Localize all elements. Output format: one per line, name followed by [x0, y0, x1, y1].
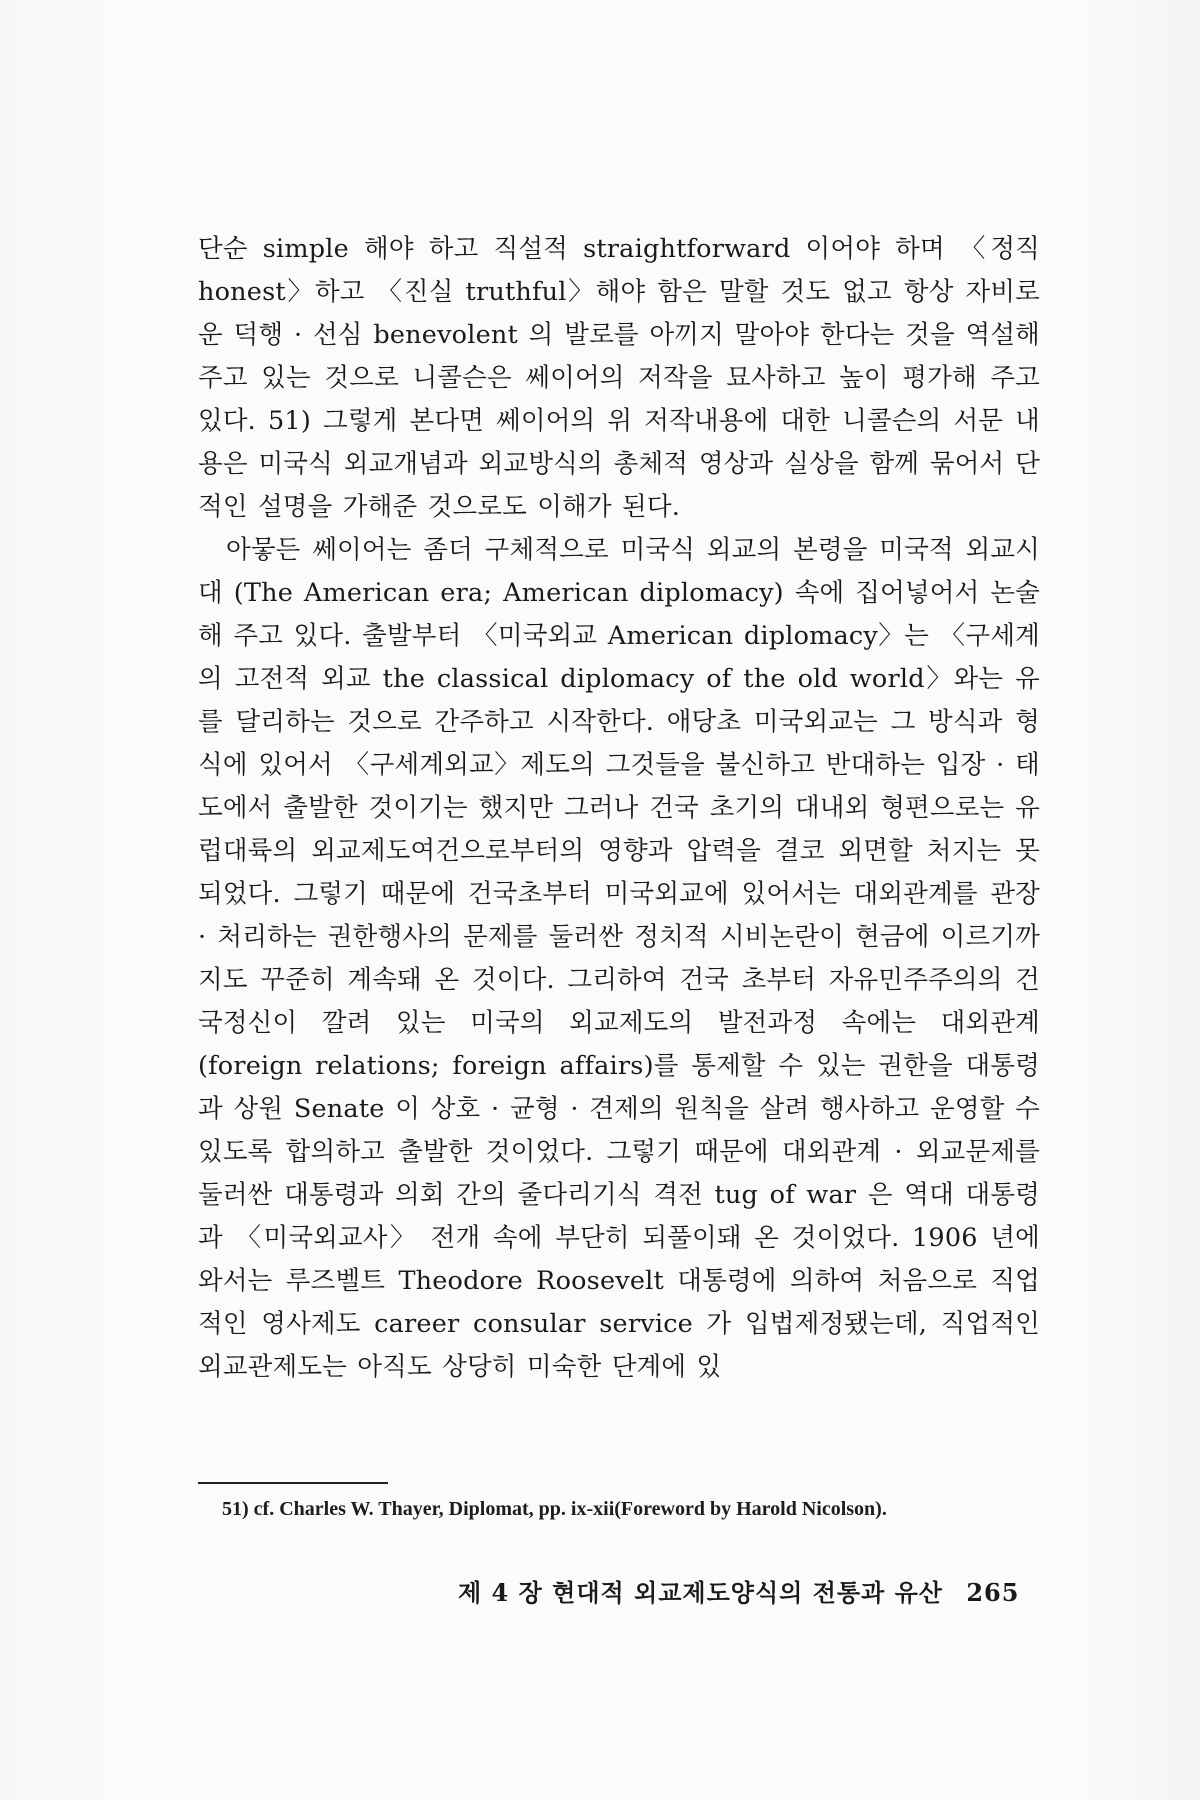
paragraph-2: 아뭏든 쎄이어는 좀더 구체적으로 미국식 외교의 본령을 미국적 외교시대 (The American era; American diplomacy) 속에 집어넣어서 논술해 주고 있다. 출발부터 〈미국외교 American diplomacy〉는 〈구세계의 고전적 외교 the classical diplomacy of the old world〉와는 유를 달리하는 것으로 간주하고 시작한다. 애당초 미국외교는 그 방식과 형식에 있어서 〈구세계외교〉제도의 그것들을 불신하고 반대하는 입장 · 태도에서 출발한 것이기는 했지만 그러나 건국 초기의 대내외 형편으로는 유럽대륙의 외교제도여건으로부터의 영향과 압력을 결코 외면할 처지는 못 되었다. 그렇기 때문에 건국초부터 미국외교에 있어서는 대외관계를 관장 · 처리하는 권한행사의 문제를 둘러싼 정치적 시비논란이 현금에 이르기까지도 꾸준히 계속돼 온 것이다. 그리하여 건국 초부터 자유민주주의의 건국정신이 깔려 있는 미국의 외교제도의 발전과정 속에는 대외관계 (foreign relations; foreign affairs)를 통제할 수 있는 권한을 대통령과 상원 Senate 이 상호 · 균형 · 견제의 원칙을 살려 행사하고 운영할 수 있도록 합의하고 출발한 것이었다. 그렇기 때문에 대외관계 · 외교문제를 둘러싼 대통령과 의회 간의 줄다리기식 격전 tug of war 은 역대 대통령과 〈미국외교사〉 전개 속에 부단히 되풀이돼 온 것이었다. 1906 년에 와서는 루즈벨트 Theodore Roosevelt 대통령에 의하여 처음으로 직업적인 영사제도 career consular service 가 입법제정됐는데, 직업적인 외교관제도는 아직도 상당히 미숙한 단계에 있: [198, 535, 1040, 1382]
running-footer: [458, 1573, 1018, 1608]
footer-chapter: 제 4 장: [458, 1578, 543, 1607]
footnote-51: 51) cf. Charles W. Thayer, Diplomat, pp. ix-xii(Foreword by Harold Nicolson).: [222, 1498, 887, 1520]
footnote-divider: [198, 1482, 388, 1484]
paragraph-1: 단순 simple 해야 하고 직설적 straightforward 이어야 하며 〈정직 honest〉하고 〈진실 truthful〉해야 함은 말할 것도 없고 항상 자비로운 덕행 · 선심 benevolent 의 발로를 아끼지 말아야 한다는 것을 역설해 주고 있는 것으로 니콜슨은 쎄이어의 저작을 묘사하고 높이 평가해 주고 있다. 51) 그렇게 본다면 쎄이어의 위 저작내용에 대한 니콜슨의 서문 내용은 미국식 외교개념과 외교방식의 총체적 영상과 실상을 함께 묶어서 단적인 설명을 가해준 것으로도 이해가 된다.: [198, 234, 1041, 522]
page-number: 265: [966, 1578, 1020, 1607]
footer-title: 현대적 외교제도양식의 전통과 유산: [552, 1578, 943, 1607]
body-text: [198, 228, 1040, 1389]
